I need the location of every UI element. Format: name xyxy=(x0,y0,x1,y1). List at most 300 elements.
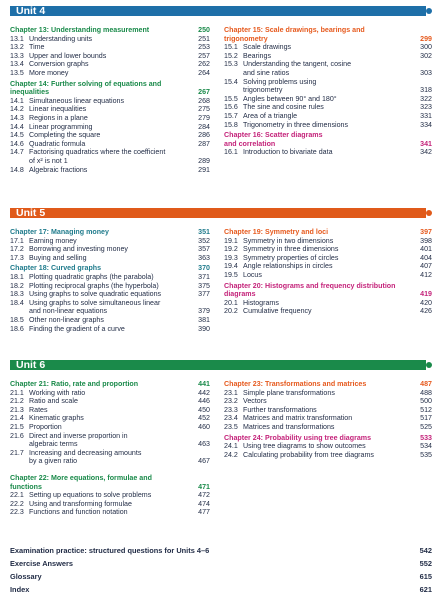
section-number: 20.2 xyxy=(224,307,238,316)
page-number: 442 xyxy=(198,388,210,397)
section-title: Working with ratio xyxy=(29,388,86,397)
section-number: 19.3 xyxy=(224,253,238,262)
page-number: 525 xyxy=(420,422,432,431)
page-number: 291 xyxy=(198,165,210,174)
section-title: Other non-linear graphs xyxy=(29,315,104,324)
back-matter-title: Examination practice: structured questions for Units 4–6 xyxy=(10,546,210,555)
section-title: Symmetry in three dimensions xyxy=(243,245,339,254)
chapter-heading[interactable] xyxy=(10,474,210,483)
section-title: Proportion xyxy=(29,422,62,431)
section-number: 13.5 xyxy=(10,68,24,77)
section-title: Time xyxy=(29,43,45,52)
chapter-heading[interactable] xyxy=(10,380,210,389)
section-title: Area of a triangle xyxy=(243,111,298,120)
section-number: 23.1 xyxy=(224,388,238,397)
section-entry[interactable] xyxy=(10,491,210,500)
section-number: 20.1 xyxy=(224,298,238,307)
section-number: 24.2 xyxy=(224,450,238,459)
section-number: 21.3 xyxy=(10,405,24,414)
section-entry[interactable] xyxy=(10,69,210,78)
page-number: 463 xyxy=(198,440,210,449)
back-matter-title: Index xyxy=(10,585,30,594)
section-number: 19.5 xyxy=(224,270,238,279)
section-number: 24.1 xyxy=(224,442,238,451)
chapter-heading[interactable] xyxy=(10,80,210,89)
section-number: 14.7 xyxy=(10,148,24,157)
chapter-title: Chapter 16: Scatter diagrams xyxy=(224,131,323,140)
section-title: Buying and selling xyxy=(29,253,87,262)
page-number: 381 xyxy=(198,315,210,324)
section-title: More money xyxy=(29,68,69,77)
section-number: 15.3 xyxy=(224,60,238,69)
section-entry-continued xyxy=(10,157,210,166)
section-entry[interactable] xyxy=(10,60,210,69)
section-number: 19.4 xyxy=(224,262,238,271)
page-number: 471 xyxy=(198,482,210,491)
page-number: 412 xyxy=(420,270,432,279)
page-number: 535 xyxy=(420,450,432,459)
section-number: 15.5 xyxy=(224,94,238,103)
unit-4-left-column xyxy=(10,24,210,174)
chapter-heading[interactable] xyxy=(10,26,210,35)
section-title: Regions in a plane xyxy=(29,113,88,122)
section-number: 14.1 xyxy=(10,96,24,105)
section-number: 23.5 xyxy=(224,422,238,431)
page-number: 534 xyxy=(420,442,432,451)
section-number: 17.1 xyxy=(10,236,24,245)
unit-5-left-column xyxy=(10,226,210,333)
section-number: 13.1 xyxy=(10,34,24,43)
page-number: 318 xyxy=(420,86,432,95)
section-number: 16.1 xyxy=(224,148,238,157)
chapter-title: Chapter 15: Scale drawings, bearings and xyxy=(224,26,365,34)
back-matter-title: Exercise Answers xyxy=(10,559,73,568)
back-matter-entry[interactable] xyxy=(10,570,432,583)
section-title: Angles between 90° and 180° xyxy=(243,94,337,103)
section-number: 15.4 xyxy=(224,77,238,86)
chapter-heading[interactable] xyxy=(224,434,432,443)
section-entry[interactable] xyxy=(224,43,432,52)
chapter-title: Chapter 19: Symmetry and loci xyxy=(224,228,329,236)
section-entry[interactable] xyxy=(224,52,432,61)
section-number: 14.8 xyxy=(10,165,24,174)
page-number: 474 xyxy=(198,499,210,508)
section-number: 23.4 xyxy=(224,414,238,423)
section-title: Algebraic fractions xyxy=(29,165,88,174)
section-number: 14.4 xyxy=(10,122,24,131)
section-entry[interactable] xyxy=(224,397,432,406)
page-number: 398 xyxy=(420,236,432,245)
chapter-heading[interactable] xyxy=(10,483,210,492)
chapter-title: and correlation xyxy=(224,139,276,148)
chapter-heading[interactable] xyxy=(224,380,432,389)
section-entry[interactable] xyxy=(10,449,210,458)
page-number: 253 xyxy=(198,43,210,52)
section-number: 15.2 xyxy=(224,51,238,60)
section-entry[interactable] xyxy=(224,307,432,316)
section-title: Bearings xyxy=(243,51,271,60)
section-number: 18.4 xyxy=(10,298,24,307)
section-title: Symmetry properties of circles xyxy=(243,253,339,262)
section-entry[interactable] xyxy=(10,406,210,415)
section-title: of x² is not 1 xyxy=(29,156,68,165)
section-number: 13.2 xyxy=(10,43,24,52)
page-number: 542 xyxy=(419,546,432,555)
page-number: 375 xyxy=(198,281,210,290)
chapter-title: Chapter 17: Managing money xyxy=(10,228,109,236)
section-number: 17.2 xyxy=(10,245,24,254)
section-number: 18.5 xyxy=(10,315,24,324)
page-number: 251 xyxy=(198,34,210,43)
section-title: Linear programming xyxy=(29,122,93,131)
back-matter-title: Glossary xyxy=(10,572,42,581)
back-matter-entry[interactable] xyxy=(10,583,432,596)
page-number: 441 xyxy=(198,380,210,388)
section-title: Trigonometry in three dimensions xyxy=(243,120,349,129)
section-title: Conversion graphs xyxy=(29,60,89,69)
section-entry[interactable] xyxy=(224,423,432,432)
section-number: 19.1 xyxy=(224,236,238,245)
section-title: Histograms xyxy=(243,298,279,307)
chapter-title: Chapter 13: Understanding measurement xyxy=(10,26,150,34)
section-entry[interactable] xyxy=(10,148,210,157)
section-number: 18.2 xyxy=(10,281,24,290)
section-title: Factorising quadratics where the coefficient xyxy=(29,148,166,157)
page-number: 268 xyxy=(198,96,210,105)
section-number: 15.1 xyxy=(224,43,238,52)
section-number: 13.3 xyxy=(10,51,24,60)
chapter-title: Chapter 21: Ratio, rate and proportion xyxy=(10,380,139,388)
section-number: 23.2 xyxy=(224,397,238,406)
section-number: 21.2 xyxy=(10,397,24,406)
page-number: 488 xyxy=(420,388,432,397)
section-entry[interactable] xyxy=(224,60,432,69)
section-entry[interactable] xyxy=(10,166,210,175)
section-title: Ratio and scale xyxy=(29,397,78,406)
section-entry[interactable] xyxy=(224,414,432,423)
section-title: Quadratic formula xyxy=(29,139,86,148)
section-entry[interactable] xyxy=(224,148,432,157)
section-number: 15.8 xyxy=(224,120,238,129)
page-number: 517 xyxy=(420,414,432,423)
page-number: 621 xyxy=(419,585,432,594)
section-entry[interactable] xyxy=(224,95,432,104)
chapter-title: Chapter 14: Further solving of equations and xyxy=(10,79,162,88)
page-number: 467 xyxy=(198,457,210,466)
chapter-title: Chapter 22: More equations, formulae and xyxy=(10,473,152,482)
section-number: 21.6 xyxy=(10,431,24,440)
page-number: 404 xyxy=(420,253,432,262)
section-title: Functions and function notation xyxy=(29,508,128,517)
section-number: 21.5 xyxy=(10,422,24,431)
page-number: 397 xyxy=(420,228,432,236)
chapter-heading[interactable] xyxy=(10,264,210,273)
section-title: Direct and inverse proportion in xyxy=(29,431,128,440)
section-entry[interactable] xyxy=(224,78,432,87)
page-number: 342 xyxy=(420,148,432,157)
section-entry[interactable] xyxy=(10,43,210,52)
chapter-title: functions xyxy=(10,482,42,491)
page-number: 370 xyxy=(198,264,210,273)
section-entry[interactable] xyxy=(224,271,432,280)
chapter-heading[interactable] xyxy=(224,35,432,44)
unit-6-end-dot xyxy=(426,362,432,368)
section-entry[interactable] xyxy=(224,389,432,398)
section-number: 14.6 xyxy=(10,139,24,148)
section-entry[interactable] xyxy=(10,290,210,299)
section-title: Linear inequalities xyxy=(29,105,87,114)
section-title: Using graphs to solve quadratic equations xyxy=(29,290,162,299)
page-number: 279 xyxy=(198,113,210,122)
page-number: 512 xyxy=(420,405,432,414)
section-entry[interactable] xyxy=(10,52,210,61)
unit-5-right-column xyxy=(224,226,432,316)
section-entry-continued xyxy=(224,69,432,78)
section-entry[interactable] xyxy=(10,325,210,334)
section-number: 22.3 xyxy=(10,508,24,517)
page-number: 300 xyxy=(420,43,432,52)
page-number: 446 xyxy=(198,397,210,406)
section-title: The sine and cosine rules xyxy=(243,103,324,112)
unit-4-rule xyxy=(10,6,426,16)
page-number: 533 xyxy=(420,433,432,442)
section-title: Scale drawings xyxy=(243,43,292,52)
page-number: 351 xyxy=(198,228,210,236)
chapter-heading[interactable] xyxy=(224,131,432,140)
section-entry[interactable] xyxy=(10,508,210,517)
section-title: Plotting quadratic graphs (the parabola) xyxy=(29,272,154,281)
page-number: 552 xyxy=(419,559,432,568)
page-number: 262 xyxy=(198,60,210,69)
section-number: 23.3 xyxy=(224,405,238,414)
chapter-title: Chapter 20: Histograms and frequency distribution xyxy=(224,281,396,290)
unit-4-header xyxy=(10,4,432,18)
section-title: Kinematic graphs xyxy=(29,414,84,423)
section-title: Setting up equations to solve problems xyxy=(29,491,152,500)
chapter-title: trigonometry xyxy=(224,34,268,43)
section-number: 13.4 xyxy=(10,60,24,69)
section-entry[interactable] xyxy=(10,97,210,106)
page-number: 352 xyxy=(198,236,210,245)
page-number: 426 xyxy=(420,307,432,316)
section-title: Borrowing and investing money xyxy=(29,245,128,254)
section-entry[interactable] xyxy=(10,237,210,246)
section-entry[interactable] xyxy=(10,273,210,282)
page-number: 390 xyxy=(198,324,210,333)
section-title: Matrices and transformations xyxy=(243,422,335,431)
section-number: 15.6 xyxy=(224,103,238,112)
section-entry-continued xyxy=(10,440,210,449)
section-number: 21.1 xyxy=(10,388,24,397)
unit-5-rule xyxy=(10,208,426,218)
unit-6-left-column xyxy=(10,378,210,517)
section-entry[interactable] xyxy=(224,121,432,130)
section-entry[interactable] xyxy=(10,423,210,432)
chapter-title: inequalities xyxy=(10,88,50,97)
section-number: 18.3 xyxy=(10,290,24,299)
section-title: Increasing and decreasing amounts xyxy=(29,448,142,457)
section-number: 18.6 xyxy=(10,324,24,333)
page-number: 371 xyxy=(198,272,210,281)
section-entry-continued xyxy=(10,307,210,316)
section-title: Upper and lower bounds xyxy=(29,51,107,60)
page-number: 250 xyxy=(198,26,210,34)
page-number: 460 xyxy=(198,422,210,431)
chapter-title: Chapter 18: Curved graphs xyxy=(10,264,102,273)
chapter-heading[interactable] xyxy=(224,228,432,237)
section-entry[interactable] xyxy=(224,103,432,112)
section-title: Solving problems using xyxy=(243,77,317,86)
chapter-heading[interactable] xyxy=(224,290,432,299)
section-title: Earning money xyxy=(29,236,77,245)
page-number: 500 xyxy=(420,397,432,406)
unit-6-rule xyxy=(10,360,426,370)
chapter-heading[interactable] xyxy=(224,282,432,291)
page-number: 322 xyxy=(420,94,432,103)
section-title: Calculating probability from tree diagrams xyxy=(243,450,374,459)
chapter-heading[interactable] xyxy=(10,88,210,97)
page-number: 264 xyxy=(198,68,210,77)
unit-4-right-column xyxy=(224,24,432,157)
section-title: Simultaneous linear equations xyxy=(29,96,125,105)
section-entry[interactable] xyxy=(10,299,210,308)
unit-6-right-column xyxy=(224,378,432,459)
section-entry-continued xyxy=(10,457,210,466)
section-entry[interactable] xyxy=(10,500,210,509)
page-number: 615 xyxy=(419,572,432,581)
page-number: 299 xyxy=(420,34,432,43)
chapter-heading[interactable] xyxy=(224,140,432,149)
unit-5-header xyxy=(10,206,432,220)
spacer xyxy=(10,466,210,472)
section-title: Understanding the tangent, cosine xyxy=(243,60,352,69)
section-entry[interactable] xyxy=(224,451,432,460)
section-title: Matrices and matrix transformation xyxy=(243,414,353,423)
page-number: 302 xyxy=(420,51,432,60)
section-entry[interactable] xyxy=(10,414,210,423)
section-title: Rates xyxy=(29,405,48,414)
section-title: by a given ratio xyxy=(29,457,78,466)
page-number: 303 xyxy=(420,68,432,77)
section-title: Using tree diagrams to show outcomes xyxy=(243,442,366,451)
page-number: 452 xyxy=(198,414,210,423)
page-number: 323 xyxy=(420,103,432,112)
section-title: Cumulative frequency xyxy=(243,307,312,316)
section-title: trigonometry xyxy=(243,86,283,95)
page-number: 287 xyxy=(198,139,210,148)
section-entry[interactable] xyxy=(224,254,432,263)
page-number: 487 xyxy=(420,380,432,388)
unit-4-end-dot xyxy=(426,8,432,14)
section-entry[interactable] xyxy=(224,406,432,415)
section-entry[interactable] xyxy=(10,105,210,114)
section-title: Further transformations xyxy=(243,405,317,414)
section-title: Vectors xyxy=(243,397,267,406)
section-entry[interactable] xyxy=(10,123,210,132)
section-title: Understanding units xyxy=(29,34,93,43)
section-title: Finding the gradient of a curve xyxy=(29,324,125,333)
section-number: 22.2 xyxy=(10,499,24,508)
section-number: 21.7 xyxy=(10,448,24,457)
page-number: 331 xyxy=(420,111,432,120)
page-number: 377 xyxy=(198,290,210,299)
back-matter-list xyxy=(10,544,432,596)
page-number: 334 xyxy=(420,120,432,129)
section-number: 14.2 xyxy=(10,105,24,114)
section-number: 21.4 xyxy=(10,414,24,423)
section-entry[interactable] xyxy=(224,262,432,271)
section-entry[interactable] xyxy=(224,299,432,308)
section-entry[interactable] xyxy=(10,282,210,291)
page-number: 286 xyxy=(198,131,210,140)
section-title: Angle relationships in circles xyxy=(243,262,333,271)
section-title: Locus xyxy=(243,270,262,279)
page-number: 379 xyxy=(198,307,210,316)
section-title: Introduction to bivariate data xyxy=(243,148,333,157)
unit-5-label: Unit 5 xyxy=(16,207,46,219)
section-entry[interactable] xyxy=(10,389,210,398)
section-title: algebraic terms xyxy=(29,440,78,449)
section-entry[interactable] xyxy=(10,397,210,406)
chapter-title: Chapter 24: Probability using tree diagrams xyxy=(224,433,372,442)
page-number: 407 xyxy=(420,262,432,271)
section-entry[interactable] xyxy=(224,112,432,121)
section-number: 19.2 xyxy=(224,245,238,254)
page-number: 257 xyxy=(198,51,210,60)
section-title: Plotting reciprocal graphs (the hyperbola) xyxy=(29,281,159,290)
section-entry[interactable] xyxy=(10,316,210,325)
chapter-title: diagrams xyxy=(224,290,256,299)
section-number: 18.1 xyxy=(10,272,24,281)
section-entry[interactable] xyxy=(10,131,210,140)
back-matter-entry[interactable] xyxy=(10,544,432,557)
back-matter-entry[interactable] xyxy=(10,557,432,570)
page-number: 472 xyxy=(198,491,210,500)
unit-5-end-dot xyxy=(426,210,432,216)
page-number: 420 xyxy=(420,298,432,307)
section-entry[interactable] xyxy=(10,114,210,123)
section-title: Using graphs to solve simultaneous linear xyxy=(29,298,161,307)
section-title: Using and transforming formulae xyxy=(29,499,132,508)
section-title: Symmetry in two dimensions xyxy=(243,236,334,245)
page-number: 289 xyxy=(198,156,210,165)
section-entry[interactable] xyxy=(224,237,432,246)
section-title: Completing the square xyxy=(29,131,101,140)
section-entry[interactable] xyxy=(10,140,210,149)
page-number: 275 xyxy=(198,105,210,114)
section-entry[interactable] xyxy=(224,245,432,254)
chapter-heading[interactable] xyxy=(224,26,432,35)
unit-6-header xyxy=(10,358,432,372)
unit-4-label: Unit 4 xyxy=(16,5,46,17)
page-number: 284 xyxy=(198,122,210,131)
section-entry[interactable] xyxy=(10,254,210,263)
section-entry[interactable] xyxy=(10,245,210,254)
section-entry[interactable] xyxy=(224,442,432,451)
section-entry[interactable] xyxy=(10,432,210,441)
page-number: 363 xyxy=(198,253,210,262)
section-number: 17.3 xyxy=(10,253,24,262)
section-title: and non-linear equations xyxy=(29,307,108,316)
chapter-heading[interactable] xyxy=(10,228,210,237)
section-entry[interactable] xyxy=(10,35,210,44)
page-number: 267 xyxy=(198,88,210,97)
page-number: 401 xyxy=(420,245,432,254)
chapter-title: Chapter 23: Transformations and matrices xyxy=(224,380,367,388)
unit-6-label: Unit 6 xyxy=(16,359,46,371)
section-number: 14.5 xyxy=(10,131,24,140)
page-number: 419 xyxy=(420,290,432,299)
